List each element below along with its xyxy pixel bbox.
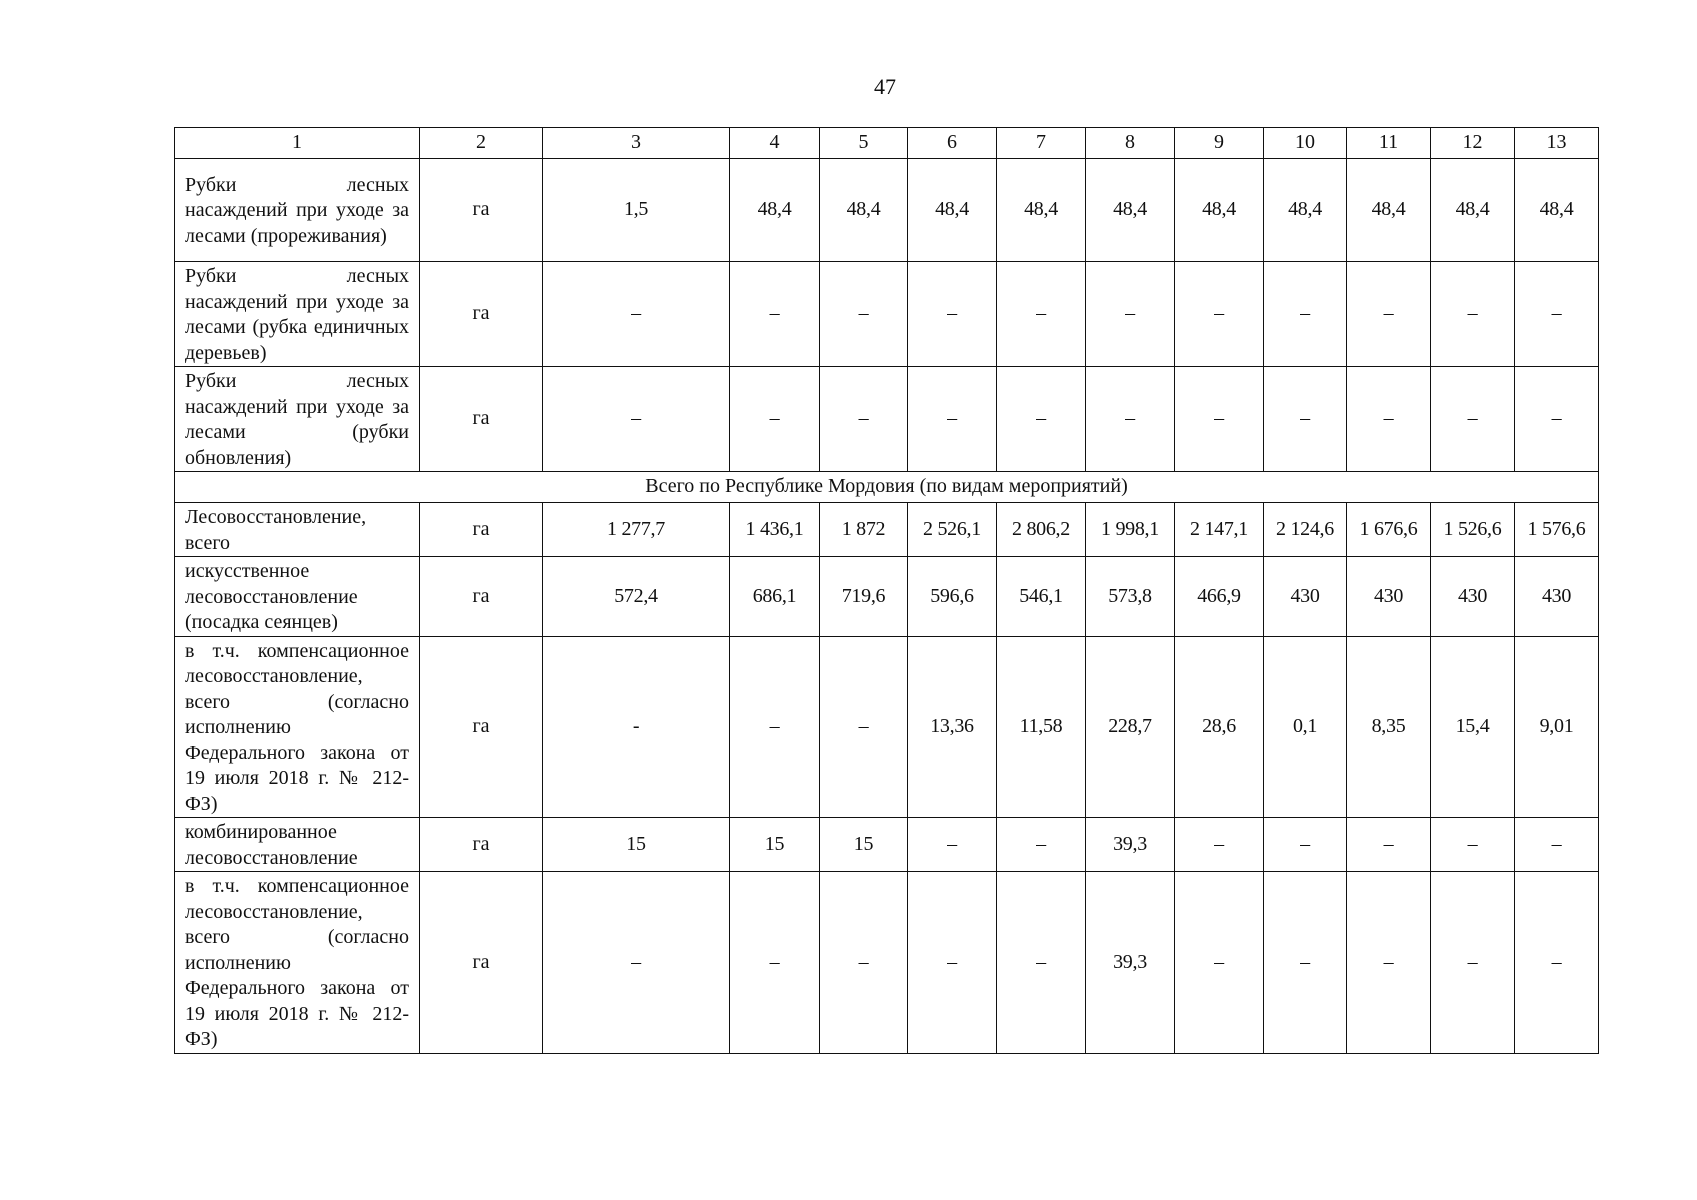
table-row bbox=[175, 636, 1599, 818]
cell-value: – bbox=[1086, 262, 1175, 367]
cell-value: 2 147,1 bbox=[1175, 503, 1264, 557]
cell-value: 2 124,6 bbox=[1264, 503, 1347, 557]
cell-value: 48,4 bbox=[997, 159, 1086, 262]
column-number: 12 bbox=[1431, 128, 1515, 159]
cell-value: 546,1 bbox=[997, 557, 1086, 637]
row-unit: га bbox=[420, 159, 543, 262]
cell-value: 719,6 bbox=[820, 557, 908, 637]
table-row bbox=[175, 557, 1599, 637]
cell-value: 1 872 bbox=[820, 503, 908, 557]
cell-value: – bbox=[820, 636, 908, 818]
cell-value: 1 998,1 bbox=[1086, 503, 1175, 557]
cell-value: – bbox=[730, 262, 820, 367]
cell-value: 48,4 bbox=[820, 159, 908, 262]
cell-value: 48,4 bbox=[1431, 159, 1515, 262]
row-name: Рубки лесных насаждений при уходе за лесами (рубка единичных деревьев) bbox=[175, 262, 420, 367]
cell-value: – bbox=[820, 872, 908, 1054]
cell-value: 48,4 bbox=[1175, 159, 1264, 262]
cell-value: 1 576,6 bbox=[1515, 503, 1599, 557]
cell-value: – bbox=[1431, 262, 1515, 367]
cell-value: 430 bbox=[1347, 557, 1431, 637]
cell-value: 11,58 bbox=[997, 636, 1086, 818]
cell-value: – bbox=[1431, 818, 1515, 872]
column-number: 11 bbox=[1347, 128, 1431, 159]
cell-value: – bbox=[908, 818, 997, 872]
column-number: 2 bbox=[420, 128, 543, 159]
cell-value: – bbox=[730, 636, 820, 818]
row-unit: га bbox=[420, 818, 543, 872]
row-name: комбинированное лесовосстановление bbox=[175, 818, 420, 872]
cell-value: 228,7 bbox=[1086, 636, 1175, 818]
cell-value: – bbox=[997, 818, 1086, 872]
cell-value: – bbox=[908, 872, 997, 1054]
cell-value: 13,36 bbox=[908, 636, 997, 818]
cell-value: – bbox=[1264, 262, 1347, 367]
cell-value: 15 bbox=[543, 818, 730, 872]
cell-value: – bbox=[820, 262, 908, 367]
cell-value: – bbox=[997, 872, 1086, 1054]
table-row bbox=[175, 159, 1599, 262]
cell-value: 0,1 bbox=[1264, 636, 1347, 818]
cell-value: – bbox=[730, 367, 820, 472]
column-number: 10 bbox=[1264, 128, 1347, 159]
cell-value: – bbox=[1347, 262, 1431, 367]
cell-value: – bbox=[1175, 262, 1264, 367]
table-row bbox=[175, 503, 1599, 557]
column-number: 9 bbox=[1175, 128, 1264, 159]
cell-value: 466,9 bbox=[1175, 557, 1264, 637]
cell-value: 573,8 bbox=[1086, 557, 1175, 637]
row-unit: га bbox=[420, 262, 543, 367]
cell-value: 15,4 bbox=[1431, 636, 1515, 818]
cell-value: – bbox=[543, 872, 730, 1054]
cell-value: – bbox=[820, 367, 908, 472]
cell-value: – bbox=[1431, 367, 1515, 472]
cell-value: 48,4 bbox=[908, 159, 997, 262]
cell-value: 1 436,1 bbox=[730, 503, 820, 557]
cell-value: – bbox=[908, 367, 997, 472]
cell-value: – bbox=[1431, 872, 1515, 1054]
cell-value: – bbox=[1264, 818, 1347, 872]
cell-value: – bbox=[543, 367, 730, 472]
cell-value: 686,1 bbox=[730, 557, 820, 637]
table-row bbox=[175, 872, 1599, 1054]
row-unit: га bbox=[420, 557, 543, 637]
page-number: 47 bbox=[874, 74, 896, 99]
column-number: 1 bbox=[175, 128, 420, 159]
column-number: 3 bbox=[543, 128, 730, 159]
cell-value: 48,4 bbox=[1264, 159, 1347, 262]
cell-value: 1,5 bbox=[543, 159, 730, 262]
column-number: 7 bbox=[997, 128, 1086, 159]
column-number: 13 bbox=[1515, 128, 1599, 159]
cell-value: 596,6 bbox=[908, 557, 997, 637]
table-row bbox=[175, 262, 1599, 367]
cell-value: 48,4 bbox=[1086, 159, 1175, 262]
cell-value: – bbox=[1347, 872, 1431, 1054]
cell-value: 572,4 bbox=[543, 557, 730, 637]
cell-value: 8,35 bbox=[1347, 636, 1431, 818]
cell-value: – bbox=[730, 872, 820, 1054]
cell-value: 9,01 bbox=[1515, 636, 1599, 818]
row-unit: га bbox=[420, 872, 543, 1054]
cell-value: – bbox=[1347, 367, 1431, 472]
row-name: Рубки лесных насаждений при уходе за лесами (рубки обновления) bbox=[175, 367, 420, 472]
cell-value: 15 bbox=[730, 818, 820, 872]
cell-value: - bbox=[543, 636, 730, 818]
cell-value: – bbox=[1347, 818, 1431, 872]
row-unit: га bbox=[420, 367, 543, 472]
cell-value: 2 526,1 bbox=[908, 503, 997, 557]
cell-value: – bbox=[1264, 367, 1347, 472]
cell-value: 1 676,6 bbox=[1347, 503, 1431, 557]
row-unit: га bbox=[420, 503, 543, 557]
column-number: 4 bbox=[730, 128, 820, 159]
cell-value: – bbox=[1264, 872, 1347, 1054]
cell-value: – bbox=[1086, 367, 1175, 472]
cell-value: 1 526,6 bbox=[1431, 503, 1515, 557]
cell-value: 430 bbox=[1431, 557, 1515, 637]
cell-value: 28,6 bbox=[1175, 636, 1264, 818]
table-row bbox=[175, 818, 1599, 872]
column-number: 5 bbox=[820, 128, 908, 159]
row-name: Лесовосстановление, всего bbox=[175, 503, 420, 557]
cell-value: 430 bbox=[1515, 557, 1599, 637]
row-name: Рубки лесных насаждений при уходе за лесами (прореживания) bbox=[175, 159, 420, 262]
cell-value: – bbox=[908, 262, 997, 367]
cell-value: – bbox=[1175, 818, 1264, 872]
cell-value: 15 bbox=[820, 818, 908, 872]
cell-value: 1 277,7 bbox=[543, 503, 730, 557]
row-name: в т.ч. компенсационное лесовосстановление, всего (согласно исполнению Федерального закона от 19 июля 2018 г. № 212-ФЗ) bbox=[175, 872, 420, 1054]
cell-value: 48,4 bbox=[730, 159, 820, 262]
cell-value: – bbox=[1515, 818, 1599, 872]
cell-value: – bbox=[1175, 872, 1264, 1054]
cell-value: – bbox=[1515, 367, 1599, 472]
row-name: в т.ч. компенсационное лесовосстановление, всего (согласно исполнению Федерального закона от 19 июля 2018 г. № 212-ФЗ) bbox=[175, 636, 420, 818]
cell-value: 2 806,2 bbox=[997, 503, 1086, 557]
cell-value: 48,4 bbox=[1347, 159, 1431, 262]
table-row bbox=[175, 367, 1599, 472]
cell-value: 39,3 bbox=[1086, 872, 1175, 1054]
cell-value: 39,3 bbox=[1086, 818, 1175, 872]
section-title: Всего по Республике Мордовия (по видам мероприятий) bbox=[175, 472, 1599, 503]
row-name: искусственное лесовосстановление (посадка сеянцев) bbox=[175, 557, 420, 637]
column-number: 8 bbox=[1086, 128, 1175, 159]
cell-value: – bbox=[1515, 262, 1599, 367]
table-body bbox=[175, 159, 1599, 1054]
row-unit: га bbox=[420, 636, 543, 818]
cell-value: 48,4 bbox=[1515, 159, 1599, 262]
data-table bbox=[174, 127, 1599, 1054]
cell-value: – bbox=[1175, 367, 1264, 472]
column-number: 6 bbox=[908, 128, 997, 159]
section-row bbox=[175, 472, 1599, 503]
cell-value: – bbox=[997, 262, 1086, 367]
cell-value: 430 bbox=[1264, 557, 1347, 637]
cell-value: – bbox=[997, 367, 1086, 472]
cell-value: – bbox=[543, 262, 730, 367]
cell-value: – bbox=[1515, 872, 1599, 1054]
column-number-row bbox=[175, 128, 1599, 159]
